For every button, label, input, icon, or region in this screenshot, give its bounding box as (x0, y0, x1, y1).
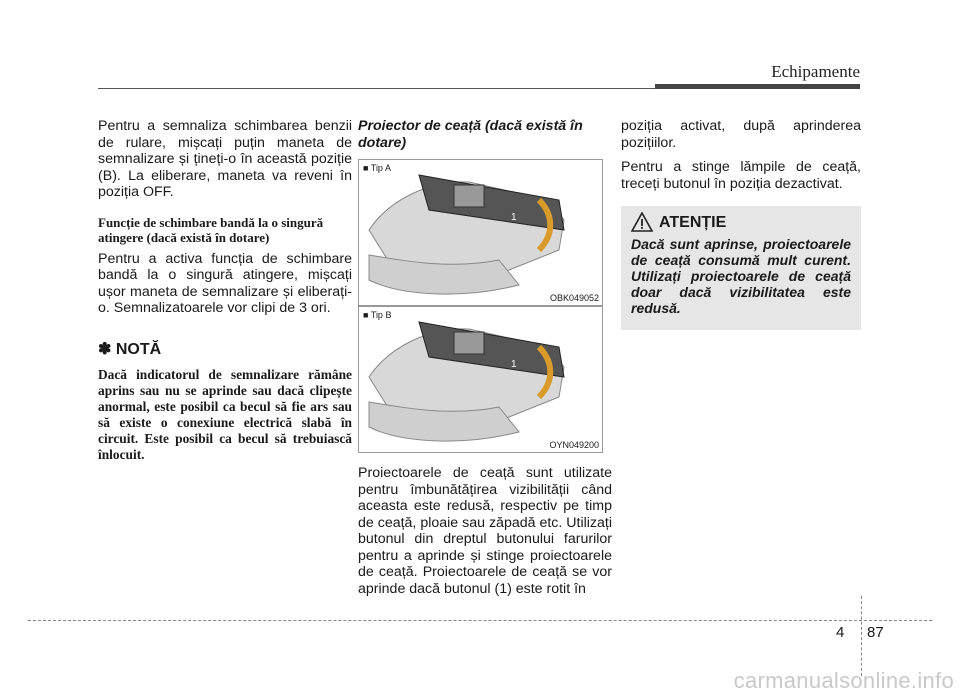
header-title: Echipamente (771, 62, 860, 81)
note-text: Dacă indicatorul de semnalizare rămâne aprins sau nu se aprinde sau dacă clipește anormal, este posibil ca becul să fie ars sau să existe o conexiune electrică slabă în circuit. Este posibil ca becul să trebuiască înlocuit. (98, 366, 352, 462)
stalk-hand-illustration-b (359, 307, 602, 452)
figure-type-b (358, 306, 603, 453)
column-middle (358, 118, 612, 605)
column-left (98, 118, 352, 463)
header-rule-accent (655, 84, 860, 89)
footer-divider (861, 596, 862, 676)
section-number: 4 (836, 624, 845, 641)
svg-text:1: 1 (511, 359, 517, 370)
paragraph-one-touch: Pentru a activa funcția de schimbare bandă la o singură atingere, mișcați ușor maneta de semnalizare și eliberați-o. Semnalizatoarele vor clipi de 3 ori. (98, 250, 352, 316)
paragraph-position: poziția activat, după aprinderea pozițiilor. (621, 118, 861, 151)
figure-a-code: OBK049052 (549, 293, 599, 303)
svg-text:1: 1 (511, 212, 517, 223)
figure-b-label: ■ Tip B (363, 310, 392, 320)
watermark: carmanualsonline.info (733, 668, 954, 693)
note-title: ✽ NOTĂ (98, 340, 162, 358)
page-number: 87 (867, 624, 884, 641)
paragraph-fog-lamp: Proiectoarele de ceață sunt utilizate pentru îmbunătățirea vizibilității când aceasta este redusă, respectiv pe timp de ceață, ploaie sau zăpadă etc. Utilizați butonul din dreptul butonului farurilor pentru a aprinde și stinge proiectoarele de ceață. Proiectoarele de ceață se vor aprinde dacă butonul (1) este rotit în (358, 465, 612, 597)
warning-title: ATENȚIE (659, 214, 727, 231)
heading-fog-lamp: Proiector de ceață (dacă există în dotare) (358, 118, 583, 151)
footer-rule (28, 620, 932, 621)
column-right (621, 118, 861, 330)
stalk-hand-illustration-a (359, 160, 602, 305)
paragraph-lane-change: Pentru a semnaliza schimbarea benzii de rulare, mișcați puțin maneta de semnalizare și țineți-o în această poziție (B). La eliberare, maneta va reveni în poziția OFF. (98, 118, 352, 200)
warning-triangle-icon (631, 212, 653, 232)
figure-type-a (358, 159, 603, 306)
subheading-one-touch: Funcție de schimbare bandă la o singură atingere (dacă există în dotare) (98, 214, 324, 245)
figure-b-code: OYN049200 (549, 440, 599, 450)
paragraph-turn-off: Pentru a stinge lămpile de ceață, treceți butonul în poziția dezactivat. (621, 159, 861, 192)
figure-a-label: ■ Tip A (363, 163, 391, 173)
warning-box (621, 206, 861, 330)
warning-text: Dacă sunt aprinse, proiectoarele de ceață consumă mult curent. Utilizați proiectoarele de ceață doar dacă vizibilitatea este redusă. (631, 236, 851, 316)
